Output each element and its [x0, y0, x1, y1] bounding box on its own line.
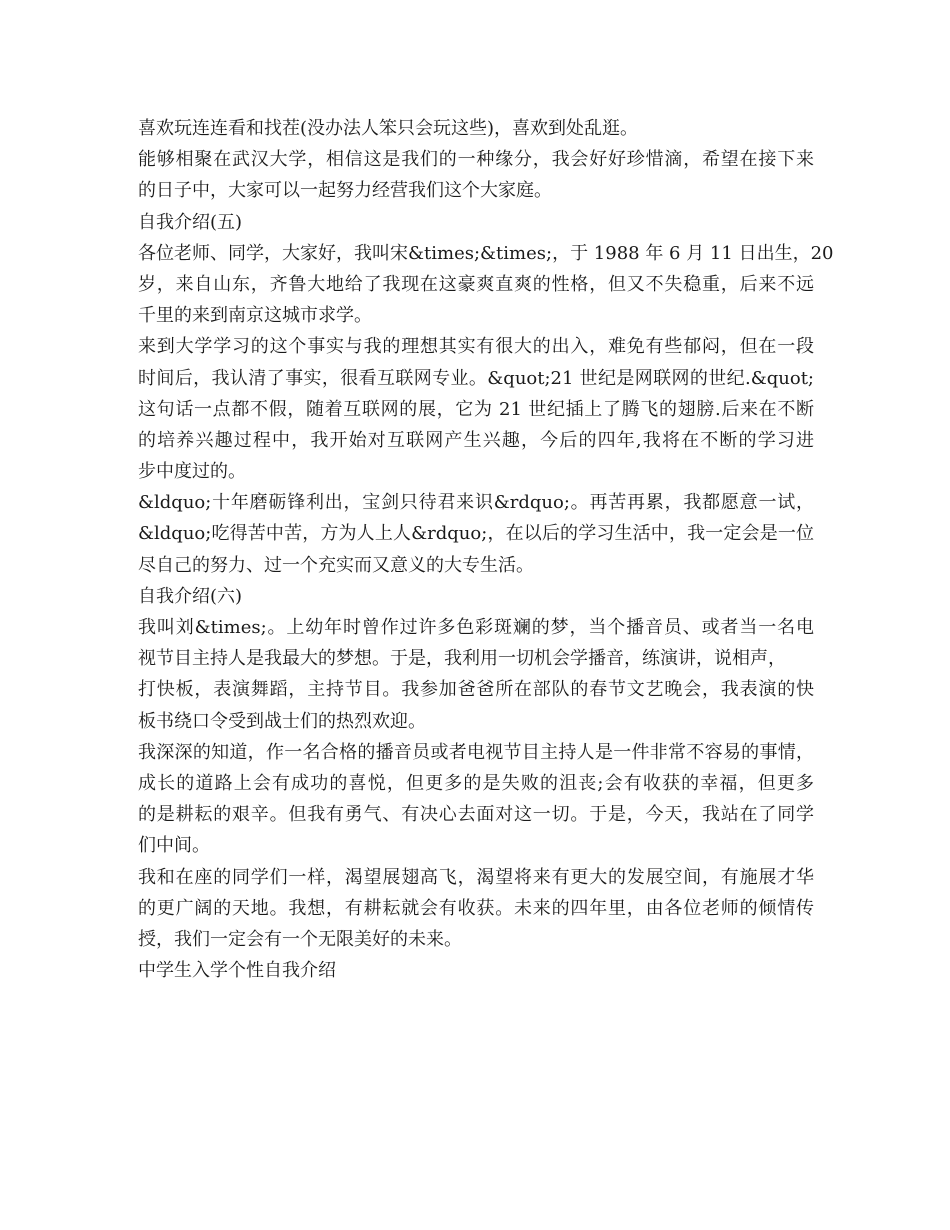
text-line: 授，我们一定会有一个无限美好的未来。 — [138, 928, 462, 950]
text-line: 喜欢玩连连看和找茬(没办法人笨只会玩这些)，喜欢到处乱逛。 — [138, 118, 639, 139]
text-line: 们中间。 — [138, 835, 210, 857]
text-line: 各位老师、同学，大家好，我叫宋&times;&times;，于 1988 年 6 月 11 日出生，20 — [138, 242, 834, 264]
text-line: 视节目主持人是我最大的梦想。于是，我利用一切机会学播音，练演讲，说相声， — [138, 648, 786, 670]
document-body — [138, 113, 834, 986]
text-line: 的更广阔的天地。我想，有耕耘就会有收获。未来的四年里，由各位老师的倾情传 — [138, 897, 814, 919]
text-line: 这句话一点都不假，随着互联网的展，它为 21 世纪插上了腾飞的翅膀.后来在不断 — [138, 398, 814, 420]
section-heading: 中学生入学个性自我介绍 — [138, 960, 336, 982]
text-line: 的是耕耘的艰辛。但我有勇气、有决心去面对这一切。于是，今天，我站在了同学 — [138, 804, 814, 826]
section-heading: 自我介绍(五) — [138, 211, 243, 233]
text-line: 我深深的知道，作一名合格的播音员或者电视节目主持人是一件非常不容易的事情， — [138, 741, 814, 763]
text-line: 打快板，表演舞蹈，主持节目。我参加爸爸所在部队的春节文艺晚会，我表演的快 — [138, 679, 814, 701]
text-line: 能够相聚在武汉大学，相信这是我们的一种缘分，我会好好珍惜滴，希望在接下来 — [138, 149, 814, 171]
text-line: 的日子中，大家可以一起努力经营我们这个大家庭。 — [138, 180, 552, 202]
text-line: 我叫刘&times;。上幼年时曾作过许多色彩斑斓的梦，当个播音员、或者当一名电 — [138, 617, 814, 638]
text-line: 的培养兴趣过程中，我开始对互联网产生兴趣，今后的四年,我将在不断的学习进 — [138, 429, 814, 451]
text-line: 步中度过的。 — [138, 461, 246, 483]
text-line: 千里的来到南京这城市求学。 — [138, 305, 372, 327]
text-line: 时间后，我认清了事实，很看互联网专业。&quot;21 世纪是网联网的世纪.&quot; — [138, 367, 814, 389]
text-line: 成长的道路上会有成功的喜悦，但更多的是失败的沮丧;会有收获的幸福，但更多 — [138, 772, 814, 794]
text-line: 岁，来自山东，齐鲁大地给了我现在这豪爽直爽的性格，但又不失稳重，后来不远 — [138, 273, 814, 295]
text-line: 来到大学学习的这个事实与我的理想其实有很大的出入，难免有些郁闷，但在一段 — [138, 336, 814, 358]
text-line: 板书绕口令受到战士们的热烈欢迎。 — [138, 710, 426, 732]
text-line: &ldquo;十年磨砺锋利出，宝剑只待君来识&rdquo;。再苦再累，我都愿意一试， — [138, 492, 814, 514]
text-line: 我和在座的同学们一样，渴望展翅高飞，渴望将来有更大的发展空间，有施展才华 — [138, 866, 814, 888]
text-line: 尽自己的努力、过一个充实而又意义的大专生活。 — [138, 554, 534, 576]
section-heading: 自我介绍(六) — [138, 585, 243, 607]
text-line: &ldquo;吃得苦中苦，方为人上人&rdquo;，在以后的学习生活中，我一定会是一位 — [138, 523, 814, 545]
